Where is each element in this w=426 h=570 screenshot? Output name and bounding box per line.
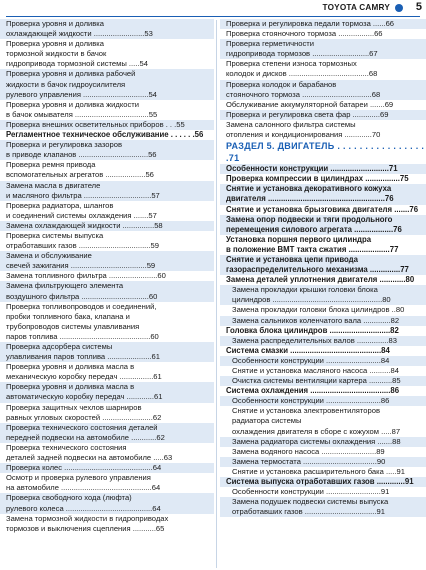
toc-entry-line: Проверка уровня и доливка рабочей — [6, 69, 136, 79]
toc-entry — [0, 231, 214, 251]
toc-entry-line: Замена охлаждающей жидкости ...............58 — [6, 220, 163, 230]
toc-entry-line: воздушного фильтра ................................60 — [6, 291, 158, 301]
toc-entry-line: тормозной жидкости в бачок — [6, 49, 107, 59]
toc-entry — [0, 342, 214, 362]
toc-entry-line: перемещения силового агрегата ..................76 — [226, 224, 402, 234]
toc-entry — [220, 174, 426, 184]
toc-entry-line: Особенности конструкции ...........................71 — [226, 164, 398, 174]
toc-entry-line: гидропривода тормозов ...........................67 — [226, 49, 378, 59]
toc-entry-line: Проверка уровня и доливка — [6, 19, 104, 28]
toc-entry — [0, 19, 214, 39]
toc-entry-line: Замена прокладки головки блока цилиндров ..80 — [232, 305, 405, 315]
toc-entry-line: Замена термостата ...................................90 — [232, 456, 386, 466]
toc-entry — [220, 29, 426, 39]
toc-entry — [220, 396, 426, 406]
toc-entry-line: Проверка компрессии в цилиндрах ................75 — [226, 174, 409, 184]
toc-entry-line: Замена салонного фильтра системы — [226, 119, 356, 129]
toc-entry-line: трубопроводов системы улавливания — [6, 321, 140, 331]
brand-title: TOYOTA CAMRY — [322, 3, 390, 12]
toc-entry-line: Проверка радиатора, шлангов — [6, 200, 114, 210]
toc-entry — [220, 110, 426, 120]
toc-entry — [220, 406, 426, 436]
toc-entry — [220, 59, 426, 79]
toc-entry — [220, 184, 426, 204]
toc-entry-line: Проверка степени износа тормозных — [226, 59, 357, 69]
toc-entry — [220, 275, 426, 285]
toc-entry — [220, 326, 426, 336]
toc-entry — [0, 69, 214, 99]
toc-entry — [0, 181, 214, 201]
toc-entry — [0, 271, 214, 281]
toc-entry-line: Проверка защитных чехлов шарниров — [6, 402, 142, 412]
toc-entry-line: охлаждения двигателя в сборе с кожухом .....87 — [232, 426, 401, 436]
toc-entry-line: Проверка герметичности — [226, 39, 314, 49]
toc-entry-line: Замена прокладки крышки головки блока — [232, 285, 378, 295]
toc-entry-line: свечей зажигания ....................................59 — [6, 261, 156, 271]
toc-entry-line: и масляного фильтра ................................57 — [6, 190, 160, 200]
toc-entry-line: Снятие и установка масляного насоса ..........84 — [232, 366, 399, 375]
toc-entry-line: отработавших газов ..................................91 — [232, 507, 385, 517]
toc-entry — [220, 205, 426, 215]
toc-entry-line: Замена топливного фильтра .......................60 — [6, 271, 166, 281]
toc-entry — [220, 235, 426, 255]
toc-entry — [220, 19, 426, 29]
toc-entry — [0, 463, 214, 473]
toc-entry-line: равных угловых скоростей ........................62 — [6, 412, 162, 422]
toc-entry — [0, 362, 214, 382]
toc-entry-line: Проверка и регулировка света фар .............69 — [226, 109, 389, 119]
toc-entry-line: Проверка адсорбера системы — [6, 342, 113, 351]
toc-entry-line: Проверка и регулировка зазоров — [6, 140, 123, 150]
toc-entry-line: Регламентное техническое обслуживание . . . . . .56 — [6, 130, 204, 140]
toc-entry — [220, 285, 426, 305]
header-rule — [6, 16, 420, 17]
toc-entry — [0, 443, 214, 463]
toc-entry-line: автоматическую коробку передач .............61 — [6, 392, 163, 402]
toc-entry-line: отопления и кондиционирования .............70 — [226, 130, 381, 140]
toc-entry-line: Особенности конструкции ..........................91 — [232, 487, 390, 497]
toc-entry — [0, 382, 214, 402]
toc-entry-line: Замена водяного насоса ..........................89 — [232, 446, 385, 456]
section-dot-icon — [395, 4, 403, 12]
toc-entry-line: РАЗДЕЛ 5. ДВИГАТЕЛЬ . . . . . . . . . . . . . . . . .71 — [226, 141, 425, 164]
toc-entry-line: отработавших газов ..................................59 — [6, 241, 159, 251]
toc-entry-line: Замена фильтрующего элемента — [6, 281, 124, 291]
toc-entry-line: пробки топливного бака, клапана и — [6, 311, 130, 321]
toc-entry — [220, 80, 426, 100]
toc-section-heading — [220, 140, 426, 164]
toc-entry — [220, 356, 426, 366]
toc-entry — [220, 386, 426, 396]
toc-entry-line: Проверка ремня привода — [6, 160, 96, 170]
toc-left-column — [0, 19, 214, 534]
toc-entry-line: Особенности конструкции ..........................84 — [232, 355, 390, 365]
toc-entry-line: паров топлива ...........................................60 — [6, 331, 159, 341]
toc-entry-line: Установка поршня первого цилиндра — [226, 234, 372, 244]
toc-entry-line: Проверка колодок и барабанов — [226, 79, 337, 89]
toc-entry-line: Проверка технического состояния деталей — [6, 422, 158, 432]
toc-entry-line: Снятие и установка электровентиляторов — [232, 406, 381, 416]
toc-entry-line: механическую коробку передач ................61 — [6, 372, 162, 382]
toc-entry — [0, 140, 214, 160]
toc-entry-line: Замена сальников коленчатого вала .............82 — [232, 315, 400, 325]
toc-entry — [0, 473, 214, 493]
toc-entry-line: двигателя ......................................................76 — [226, 194, 394, 204]
toc-entry-line: Снятие и установка брызговика двигателя .......76 — [226, 204, 419, 214]
toc-entry — [0, 160, 214, 180]
toc-entry-line: деталей задней подвески на автомобиле .....63 — [6, 453, 173, 463]
toc-entry — [220, 346, 426, 356]
toc-entry — [220, 477, 426, 487]
toc-entry — [220, 100, 426, 110]
toc-entry — [220, 366, 426, 376]
toc-entry-line: тормозов и выключения сцепления ...........65 — [6, 523, 165, 533]
toc-entry-line: Система охлаждения .....................................86 — [226, 386, 400, 396]
toc-entry — [220, 487, 426, 497]
toc-entry — [0, 302, 214, 342]
toc-entry-line: Замена подушек подвески системы выпуска — [232, 497, 389, 507]
toc-entry-line: Замена радиатора системы охлаждения .......88 — [232, 436, 401, 446]
column-divider — [216, 20, 217, 568]
toc-entry-line: гидропривода тормозной системы .....54 — [6, 59, 148, 69]
toc-entry — [0, 100, 214, 120]
toc-entry-line: Осмотр и проверка рулевого управления — [6, 473, 151, 483]
toc-entry — [0, 221, 214, 231]
toc-entry-line: Проверка технического состояния — [6, 442, 127, 452]
toc-entry-line: стояночного тормоза .................................68 — [226, 89, 381, 99]
toc-entry-line: Система смазки ..........................................84 — [226, 345, 390, 355]
toc-entry-line: Проверка уровня и доливка масла в — [6, 362, 135, 372]
toc-entry — [220, 255, 426, 275]
toc-entry — [220, 316, 426, 326]
toc-entry-line: Проверка уровня и доливка — [6, 39, 104, 49]
toc-entry — [220, 120, 426, 140]
toc-entry-line: вспомогательных агрегатов ...................56 — [6, 170, 154, 180]
toc-entry-line: Замена распределительных валов ...............83 — [232, 335, 397, 345]
toc-entry-line: Проверка топливопроводов и соединений, — [6, 301, 157, 311]
toc-entry-line: Проверка уровня и доливка жидкости — [6, 99, 139, 109]
toc-entry — [220, 447, 426, 457]
toc-entry — [220, 437, 426, 447]
toc-entry-line: охлаждающей жидкости ........................53 — [6, 29, 153, 39]
toc-entry — [0, 201, 214, 221]
toc-entry-line: в бачок омывателя ...................................55 — [6, 109, 158, 119]
toc-entry-line: Проверка внешних осветительных приборов . . .55 — [6, 119, 185, 129]
toc-entry-line: Замена тормозной жидкости в гидроприводах — [6, 513, 169, 523]
toc-entry — [220, 39, 426, 59]
toc-entry-line: передней подвески на автомобиле ............62 — [6, 432, 165, 442]
toc-entry-line: Снятие и установка цепи привода — [226, 254, 358, 264]
toc-entry-line: Замена и обслуживание — [6, 251, 92, 261]
toc-entry-line: Снятие и установка декоративного кожуха — [226, 184, 392, 194]
toc-entry — [220, 305, 426, 315]
toc-entry-line: и соединений системы охлаждения .......57 — [6, 210, 157, 220]
toc-entry-line: газораспределительного механизма ..............77 — [226, 265, 409, 275]
toc-entry-line: Снятие и установка расширительного бака .....91 — [232, 466, 405, 476]
toc-entry-line: Очистка системы вентиляции картера ...........85 — [232, 376, 401, 386]
toc-entry-line: Замена масла в двигателе — [6, 180, 101, 190]
toc-entry — [0, 251, 214, 271]
toc-right-column — [220, 19, 426, 517]
toc-entry-line: Особенности конструкции ..........................86 — [232, 396, 390, 406]
toc-entry-line: Проверка свободного хода (люфта) — [6, 493, 132, 503]
toc-entry-line: Система выпуска отработавших газов .............91 — [226, 477, 414, 487]
page-number: 5 — [415, 1, 422, 13]
toc-entry — [220, 457, 426, 467]
toc-entry-line: Головка блока цилиндров ............................82 — [226, 325, 399, 335]
toc-entry-line: Проверка уровня и доливка масла в — [6, 382, 135, 392]
toc-entry — [0, 493, 214, 513]
toc-entry — [0, 514, 214, 534]
toc-entry-line: цилиндров ....................................................80 — [232, 295, 391, 305]
toc-entry — [0, 130, 214, 140]
toc-entry — [0, 281, 214, 301]
toc-entry-line: в приводе клапанов .................................56 — [6, 150, 157, 160]
page-header — [0, 0, 426, 18]
toc-entry-line: колодок и дисков ......................................68 — [226, 69, 378, 79]
toc-entry — [220, 164, 426, 174]
toc-entry-line: Замена деталей уплотнения двигателя ............80 — [226, 275, 415, 285]
toc-entry — [0, 423, 214, 443]
toc-entry-line: Обслуживание аккумуляторной батареи .......69 — [226, 99, 394, 109]
toc-entry-line: Проверка стояночного тормоза .................66 — [226, 29, 383, 39]
toc-entry-line: рулевого колеса .........................................64 — [6, 503, 161, 513]
toc-entry — [0, 120, 214, 130]
toc-entry — [220, 336, 426, 346]
toc-entry — [220, 376, 426, 386]
toc-entry — [0, 39, 214, 69]
toc-entry-line: Проверка и регулировка педали тормоза ......66 — [226, 19, 395, 28]
toc-entry — [220, 215, 426, 235]
toc-entry-line: Проверка системы выпуска — [6, 230, 104, 240]
toc-entry — [0, 403, 214, 423]
toc-entry-line: в положение ВМТ такта сжатия ...................77 — [226, 244, 399, 254]
toc-entry-line: рулевого управления ...............................54 — [6, 89, 157, 99]
toc-entry-line: радиатора системы — [232, 416, 302, 426]
toc-entry-line: Замена опор подвески и тяги продольного — [226, 214, 393, 224]
toc-entry-line: на автомобиле ...........................................64 — [6, 483, 161, 493]
toc-entry — [220, 467, 426, 477]
toc-entry-line: Проверка колес ..........................................64 — [6, 463, 162, 473]
toc-entry-line: жидкости в бачок гидроусилителя — [6, 79, 126, 89]
toc-entry-line: улавливания паров топлива .....................61 — [6, 352, 161, 362]
toc-entry — [220, 497, 426, 517]
